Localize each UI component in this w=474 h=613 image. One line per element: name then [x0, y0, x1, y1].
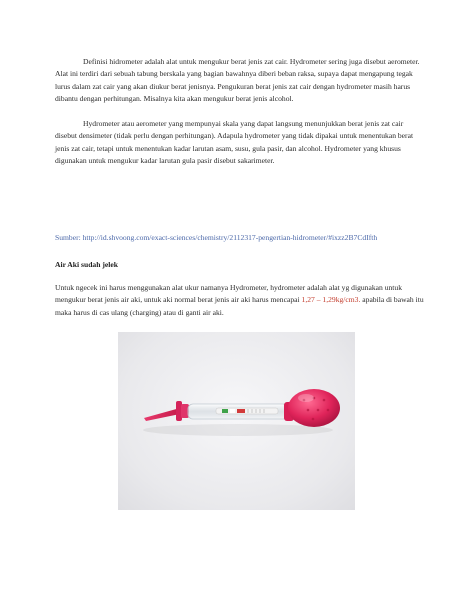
shadow [143, 424, 333, 436]
density-value-highlight: 1,27 – 1,29kg/cm3. [301, 295, 361, 305]
paragraph-densimeter: Hydrometer atau aerometer yang mempunyai skala yang dapat langsung menunjukkan berat jenis zat cair disebut densimeter (tidak perlu dengan perhitungan). Adapula hydrometer yang tidak dipakai untuk menentukan berat jenis zat cair, tetapi untuk menentukan kadar larutan asam, susu, gula pasir, dan alcohol. Hydrometer yang khusus digunakan untuk mengukur kadar larutan gula pasir disebut sakarimeter. [55, 119, 414, 166]
float-scale [216, 408, 278, 414]
paragraph-battery-water [55, 282, 427, 319]
section-heading: Air Aki sudah jelek [55, 260, 118, 269]
paragraph-text-before: Untuk ngecek ini harus menggunakan alat ukur namanya Hydrometer, hydrometer adalah alat yg digunakan untuk mengukur berat jenis air aki, untuk aki normal berat jenis air aki harus mencapai [55, 283, 402, 305]
nozzle-tip [144, 401, 189, 421]
paragraph-text-after: apabila di bawah itu maka harus di cas ulang (charging) atau di ganti air aki. [55, 295, 424, 317]
source-link[interactable]: Sumber: http://id.shvoong.com/exact-sciences/chemistry/2112317-pengertian-hidrometer/#ixzz2B7CdIfth [55, 233, 378, 242]
hydrometer-photo [118, 332, 355, 510]
paragraph-hydrometer-definition: Definisi hidrometer adalah alat untuk mengukur berat jenis zat cair. Hydrometer sering juga disebut aerometer. Alat ini terdiri dari sebuah tabung berskala yang bagian bawahnya diberi beban raksa, supaya dapat mengapung tegak lurus dalam zat cair yang akan diukur berat jenisnya. Pengukuran berat jenis zat cair dengan hydrometer masih harus dibantu dengan perhitungan. Misalnya kita akan mengukur berat jenis alcohol. [55, 57, 420, 104]
rubber-bulb [288, 389, 340, 427]
hydrometer-illustration [118, 332, 355, 510]
